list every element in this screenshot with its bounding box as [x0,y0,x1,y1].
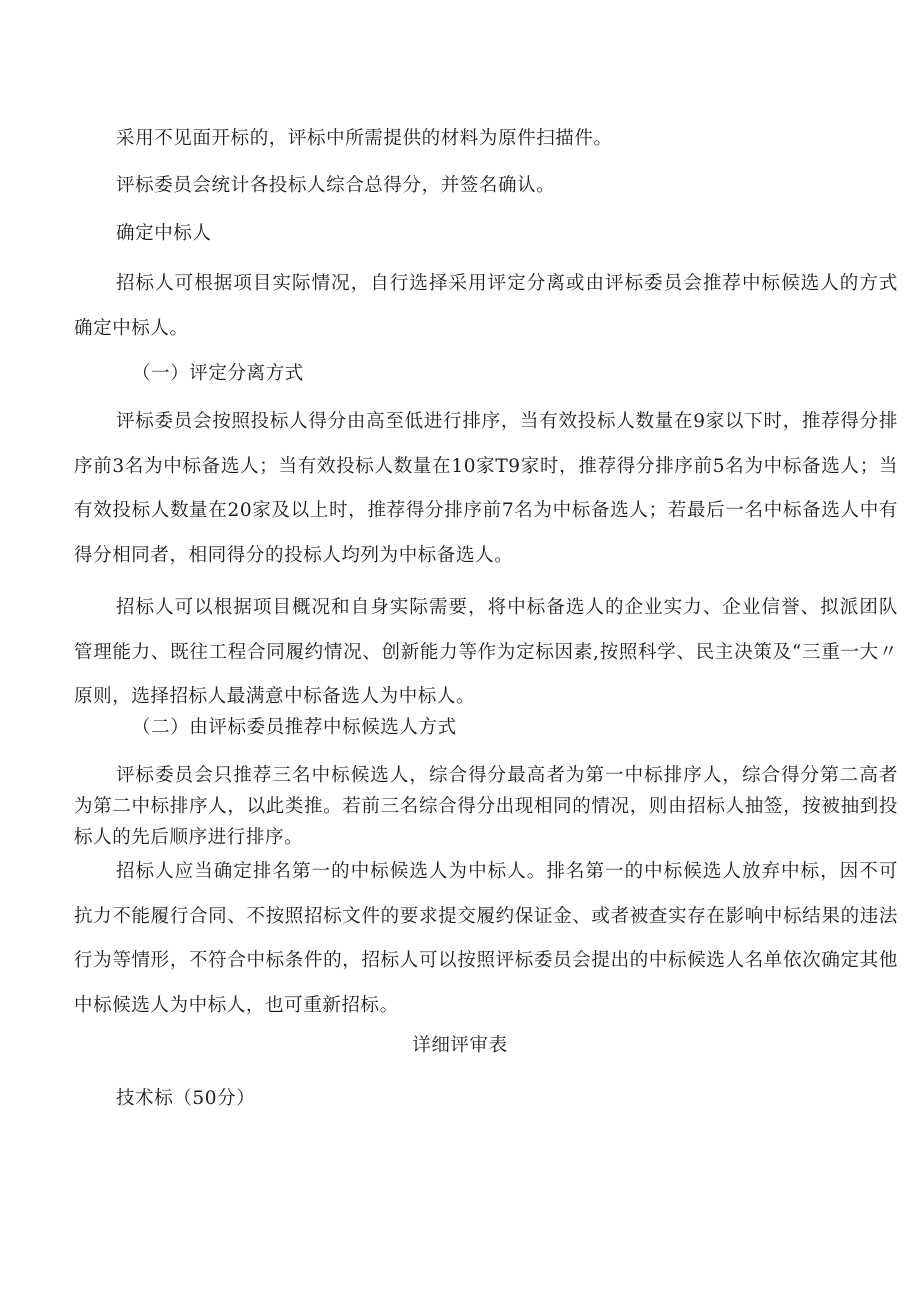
paragraph-ranking-rules: 评标委员会按照投标人得分由高至低进行排序，当有效投标人数量在9家以下时，推荐得分排序前3名为中标备选人；当有效投标人数量在10家T9家时，推荐得分排序前5名为中标备选人；当有效投标人数量在20家及以上时，推荐得分排序前7名为中标备选人；若最后一名中标备选人中有得分相同者，相同得分的投标人均列为中标备选人。 [74,411,898,566]
table-title: 详细评审表 [412,1035,508,1056]
paragraph-three-candidates: 评标委员会只推荐三名中标候选人，综合得分最高者为第一中标排序人，综合得分第二高者为第二中标排序人，以此类推。若前三名综合得分出现相同的情况，则由招标人抽签，按被抽到投标人的先后顺序进行排序。 [74,765,898,848]
paragraph-total-score: 评标委员会统计各投标人综合总得分，并签名确认。 [116,175,556,196]
paragraph-first-candidate: 招标人应当确定排名第一的中标候选人为中标人。排名第一的中标候选人放弃中标，因不可抗力不能履行合同、不按照招标文件的要求提交履约保证金、或者被查实存在影响中标结果的违法行为等情形，不符合中标条件的，招标人可以按照评标委员会提出的中标候选人名单依次确定其他中标候选人为中标人，也可重新招标。 [74,861,898,1016]
section-label-technical: 技术标（50分） [116,1088,256,1109]
paragraph-decision-factors: 招标人可以根据项目概况和自身实际需要，将中标备选人的企业实力、企业信誉、拟派团队管理能力、既往工程合同履约情况、创新能力等作为定标因素,按照科学、民主决策及“三重一大〃原则，选择招标人最满意中标备选人为中标人。 [74,597,898,707]
heading-separation-method: （一）评定分离方式 [132,363,304,384]
heading-determine-winner: 确定中标人 [116,223,212,244]
paragraph-scanned-materials: 采用不见面开标的，评标中所需提供的材料为原件扫描件。 [116,128,613,149]
paragraph-method-choice: 招标人可根据项目实际情况，自行选择采用评定分离或由评标委员会推荐中标候选人的方式确定中标人。 [74,273,898,339]
heading-committee-recommend: （二）由评标委员推荐中标候选人方式 [132,717,457,738]
